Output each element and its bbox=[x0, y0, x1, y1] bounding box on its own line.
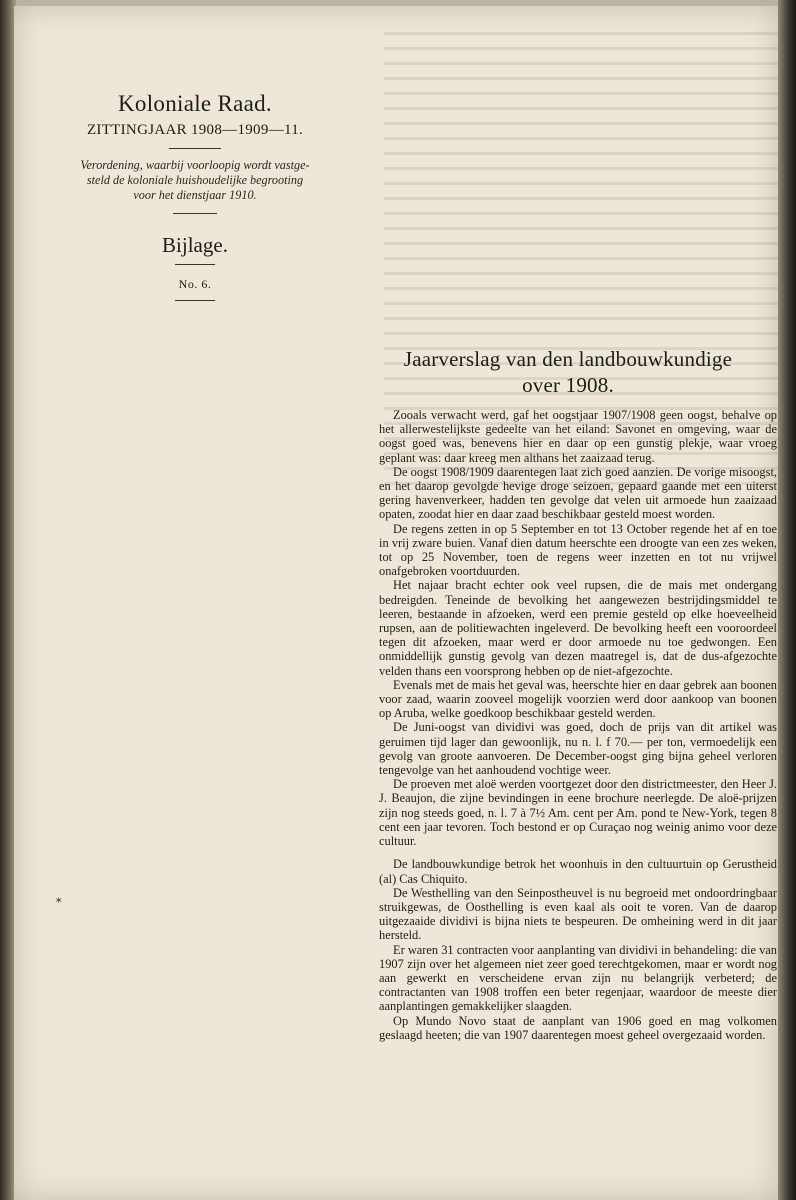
paragraph: Evenals met de mais het geval was, heerschte hier en daar gebrek aan boonen voor zaad, waarin zooveel mogelijk voorzien werd door aankoop van boonen op Aruba, welke goedkoop beschikbaar gesteld werden. bbox=[379, 677, 777, 721]
paragraph: De proeven met aloë werden voortgezet door den districtmeester, den Heer J. J. Beaujon, die zijne bevindingen in eene brochure neerlegde. De aloë-prijzen zijn nog steeds goed, n. l. 7 à 7½ Am. cent per Am. pond te New-York, tegen 8 cent een jaar tevoren. Toch bestond er op Curaçao nog weinig animo voor deze cultuur. bbox=[379, 777, 777, 849]
report-body bbox=[379, 408, 777, 1042]
divider-rule bbox=[169, 148, 221, 149]
paragraph: De regens zetten in op 5 September en tot 13 October regende het af en toe in vrij zware buien. Vanaf dien datum heerschte een droogte van een zes weken, tot op 25 November, toen de regens weer inzetten en tot nu vrijwel onafgebroken voortduurden. bbox=[379, 521, 777, 579]
decree-line: steld de koloniale huishoudelijke begrooting bbox=[86, 173, 304, 187]
divider-rule bbox=[173, 213, 217, 214]
paragraph: De oogst 1908/1909 daarentegen laat zich goed aanzien. De vorige misoogst, en het daarop gevolgde hevige droge seizoen, gepaard gaande met een uiterst gering havenverkeer, hadden ten gevolge dat velen uit armoede hun zaaizaad opaten, zoodat hier en daar zaad beschikbaar gesteld moest worden. bbox=[379, 464, 777, 522]
paragraph: Het najaar bracht echter ook veel rupsen, die de mais met ondergang bedreigden. Teneinde de bevolking het aangewezen bestrijdingsmiddel te leeren, bestaande in afzoeken, werd een premie gesteld op elke hoeveelheid rupsen, aan de politiewachten ingeleverd. De bevolking heeft een vooroordeel tegen dit afzoeken, maar werd er door armoede nu toe gedwongen. Een onmiddellijk gunstig gevolg van dezen maatregel is, dat de dus-afgezochte velden thans een voorsprong hebben op de niet-afgezochte. bbox=[379, 578, 777, 678]
divider-rule bbox=[175, 264, 215, 265]
paragraph: De Juni-oogst van dividivi was goed, doch de prijs van dit artikel was geruimen tijd lager dan gewoonlijk, nu n. l. f 70.— per ton, vermoedelijk een gevolg van groote aanvoeren. De December-oogst ging bijna geheel verloren tengevolge van het aanhoudend vochtige weer. bbox=[379, 720, 777, 778]
margin-mark: * bbox=[56, 896, 62, 909]
annex-label: Bijlage. bbox=[162, 233, 228, 257]
session-year: ZITTINGJAAR 1908—1909—11. bbox=[86, 122, 304, 138]
page-edge-shadow bbox=[778, 0, 796, 1200]
paragraph: De landbouwkundige betrok het woonhuis in den cultuurtuin op Gerustheid (al) Cas Chiquito. bbox=[379, 857, 777, 886]
report-title-line: over 1908. bbox=[522, 373, 614, 397]
report-title bbox=[368, 346, 768, 398]
heading-block bbox=[60, 90, 330, 301]
council-title: Koloniale Raad. bbox=[118, 91, 272, 116]
paragraph: Zooals verwacht werd, gaf het oogstjaar 1907/1908 geen oogst, behalve op het allerwestelijkste gedeelte van het eiland: Savonet en omgeving, waar de oogst goed was, benevens hier en daar op een gunstig plekje, waar vroeg geplant was: daar kreeg men althans het zaaizaad terug. bbox=[379, 408, 777, 465]
decree-line: voor het dienstjaar 1910. bbox=[133, 188, 257, 202]
report-title-line: Jaarverslag van den landbouwkundige bbox=[403, 347, 733, 371]
divider-rule bbox=[175, 300, 215, 301]
annex-number: No. 6. bbox=[178, 277, 212, 291]
decree-line: Verordening, waarbij voorloopig wordt vastge- bbox=[80, 158, 310, 172]
paragraph: Op Mundo Novo staat de aanplant van 1906 goed en mag volkomen geslaagd heeten; die van 1907 daarentegen moest geheel overgezaaid worden. bbox=[379, 1013, 777, 1042]
paragraph: De Westhelling van den Seinpostheuvel is nu begroeid met ondoordringbaar struikgewas, de Oosthelling is even kaal als ooit te voren. Van de daarop uitgezaaide dividivi is bijna niets te bespeuren. De omheining werd in dit jaar hersteld. bbox=[379, 885, 777, 943]
decree-text bbox=[60, 158, 330, 203]
paragraph: Er waren 31 contracten voor aanplanting van dividivi in behandeling: die van 1907 zijn over het algemeen niet zeer goed terechtgekomen, maar er wordt nog aan gewerkt en verscheidene ervan zijn nu belangrijk verbeterd; de contractanten van 1908 troffen een beter regenjaar, waardoor de meeste dier aanplantingen gemakkelijker slaagden. bbox=[379, 942, 777, 1014]
